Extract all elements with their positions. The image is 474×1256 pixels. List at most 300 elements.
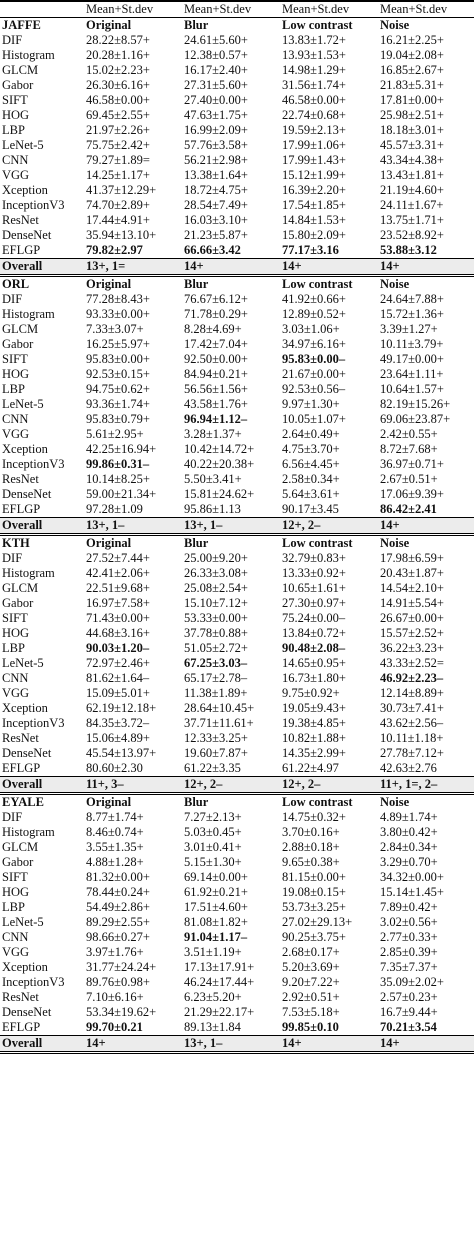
value-cell-noise: 2.57±0.23+ xyxy=(380,990,438,1004)
value-cell-noise: 13.43±1.81+ xyxy=(380,168,444,182)
value-cell-low-contrast: 46.58±0.00+ xyxy=(282,93,346,107)
table-row xyxy=(0,367,474,382)
value-cell-low-contrast: 14.65±0.95+ xyxy=(282,656,346,670)
method-name: EFLGP xyxy=(2,761,41,775)
value-cell-low-contrast: 14.35±2.99+ xyxy=(282,746,346,760)
value-cell-low-contrast: 2.92±0.51+ xyxy=(282,990,340,1004)
table-row xyxy=(0,292,474,307)
table-row xyxy=(0,33,474,48)
value-cell-noise: 10.64±1.57+ xyxy=(380,382,444,396)
value-cell-blur: 19.60±7.87+ xyxy=(184,746,248,760)
value-cell-low-contrast: 22.74±0.68+ xyxy=(282,108,346,122)
value-cell-low-contrast: 32.79±0.83+ xyxy=(282,551,346,565)
method-name: SIFT xyxy=(2,870,28,884)
value-cell-low-contrast: 12.89±0.52+ xyxy=(282,307,346,321)
method-name: CNN xyxy=(2,671,29,685)
value-cell-blur: 16.17±2.40+ xyxy=(184,63,248,77)
table-row xyxy=(0,243,474,259)
value-cell-noise: 2.67±0.51+ xyxy=(380,472,438,486)
method-name: CNN xyxy=(2,412,29,426)
value-cell-low-contrast: 53.73±3.25+ xyxy=(282,900,346,914)
value-cell-blur: 53.33±0.00+ xyxy=(184,611,248,625)
value-cell-low-contrast: 2.88±0.18+ xyxy=(282,840,340,854)
method-name: LBP xyxy=(2,641,25,655)
value-cell-original: 62.19±12.18+ xyxy=(86,701,157,715)
method-name: LBP xyxy=(2,123,25,137)
condition-header-blur: Blur xyxy=(184,18,209,32)
table-row xyxy=(0,213,474,228)
method-name: EFLGP xyxy=(2,243,41,257)
value-cell-blur: 51.05±2.72+ xyxy=(184,641,248,655)
value-cell-noise: 49.17±0.00+ xyxy=(380,352,444,366)
value-cell-original: 77.28±8.43+ xyxy=(86,292,150,306)
method-name: EFLGP xyxy=(2,1020,41,1034)
method-name: ResNet xyxy=(2,472,39,486)
value-cell-low-contrast: 15.12±1.99+ xyxy=(282,168,346,182)
method-name: LBP xyxy=(2,900,25,914)
table-row xyxy=(0,716,474,731)
value-cell-blur: 13.38±1.64+ xyxy=(184,168,248,182)
value-cell-original: 99.86±0.31– xyxy=(86,457,150,471)
method-name: CNN xyxy=(2,153,29,167)
method-name: Histogram xyxy=(2,48,55,62)
value-cell-blur: 12.33±3.25+ xyxy=(184,731,248,745)
value-cell-original: 75.75±2.42+ xyxy=(86,138,150,152)
condition-header-noise: Noise xyxy=(378,794,474,811)
value-cell-low-contrast: 81.15±0.00+ xyxy=(282,870,346,884)
value-cell-blur: 43.58±1.76+ xyxy=(184,397,248,411)
value-cell-original: 46.58±0.00+ xyxy=(86,93,150,107)
overall-cell-original: 11+, 3– xyxy=(84,777,182,794)
table-row xyxy=(0,581,474,596)
value-cell-blur: 37.78±0.88+ xyxy=(184,626,248,640)
table-row xyxy=(0,1005,474,1020)
method-name: Xception xyxy=(2,183,48,197)
value-cell-blur: 56.56±1.56+ xyxy=(184,382,248,396)
value-cell-low-contrast: 15.80±2.09+ xyxy=(282,228,346,242)
value-cell-low-contrast: 13.93±1.53+ xyxy=(282,48,346,62)
condition-header-noise: Noise xyxy=(378,535,474,552)
overall-cell-blur: 13+, 1– xyxy=(182,1036,280,1053)
value-cell-original: 94.75±0.62+ xyxy=(86,382,150,396)
table-row xyxy=(0,168,474,183)
value-cell-noise: 8.72±7.68+ xyxy=(380,442,438,456)
value-cell-noise: 16.21±2.25+ xyxy=(380,33,444,47)
value-cell-low-contrast: 31.56±1.74+ xyxy=(282,78,346,92)
value-cell-low-contrast: 13.33±0.92+ xyxy=(282,566,346,580)
table-row xyxy=(0,551,474,566)
value-cell-low-contrast: 90.48±2.08– xyxy=(282,641,346,655)
value-cell-original: 78.44±0.24+ xyxy=(86,885,150,899)
method-name: InceptionV3 xyxy=(2,457,65,471)
value-cell-low-contrast: 16.39±2.20+ xyxy=(282,183,346,197)
value-cell-original: 8.46±0.74+ xyxy=(86,825,144,839)
value-cell-low-contrast: 41.92±0.66+ xyxy=(282,292,346,306)
value-cell-low-contrast: 3.70±0.16+ xyxy=(282,825,340,839)
value-cell-original: 41.37±12.29+ xyxy=(86,183,157,197)
overall-cell-low-contrast: 12+, 2– xyxy=(280,518,378,535)
value-cell-noise: 46.92±2.23– xyxy=(380,671,444,685)
dataset-header-row xyxy=(0,794,474,811)
dataset-name: JAFFE xyxy=(2,18,41,32)
value-cell-blur: 27.40±0.00+ xyxy=(184,93,248,107)
value-cell-blur: 3.01±0.41+ xyxy=(184,840,242,854)
table-row xyxy=(0,825,474,840)
value-cell-noise: 53.88±3.12 xyxy=(380,243,437,257)
value-cell-noise: 2.42±0.55+ xyxy=(380,427,438,441)
value-cell-original: 93.33±0.00+ xyxy=(86,307,150,321)
value-cell-original: 16.97±7.58+ xyxy=(86,596,150,610)
value-cell-low-contrast: 27.30±0.97+ xyxy=(282,596,346,610)
value-cell-blur: 15.10±7.12+ xyxy=(184,596,248,610)
method-name: DIF xyxy=(2,810,23,824)
table-row xyxy=(0,746,474,761)
table-row xyxy=(0,198,474,213)
value-cell-blur: 28.54±7.49+ xyxy=(184,198,248,212)
method-name: HOG xyxy=(2,626,30,640)
condition-header-low-contrast: Low contrast xyxy=(280,276,378,293)
value-cell-low-contrast: 14.75±0.32+ xyxy=(282,810,346,824)
table-row xyxy=(0,596,474,611)
method-name: GLCM xyxy=(2,581,39,595)
value-cell-original: 26.30±6.16+ xyxy=(86,78,150,92)
overall-cell-noise: 11+, 1=, 2– xyxy=(378,777,474,794)
table-row xyxy=(0,761,474,777)
column-header-row xyxy=(0,1,474,18)
value-cell-noise: 70.21±3.54 xyxy=(380,1020,437,1034)
method-name: VGG xyxy=(2,945,30,959)
method-name: VGG xyxy=(2,686,30,700)
value-cell-blur: 76.67±6.12+ xyxy=(184,292,248,306)
table-row xyxy=(0,412,474,427)
value-cell-noise: 16.7±9.44+ xyxy=(380,1005,438,1019)
value-cell-low-contrast: 75.24±0.00– xyxy=(282,611,346,625)
value-cell-original: 20.28±1.16+ xyxy=(86,48,150,62)
method-name: LeNet-5 xyxy=(2,656,44,670)
dataset-header-row xyxy=(0,535,474,552)
table-row xyxy=(0,457,474,472)
table-row xyxy=(0,855,474,870)
column-header-corner xyxy=(0,1,84,18)
table-row xyxy=(0,671,474,686)
value-cell-noise: 2.85±0.39+ xyxy=(380,945,438,959)
dataset-name: ORL xyxy=(0,276,84,293)
overall-label: Overall xyxy=(0,777,84,794)
overall-cell-low-contrast: 12+, 2– xyxy=(280,777,378,794)
value-cell-original: 95.83±0.00+ xyxy=(86,352,150,366)
overall-cell-original: 13+, 1= xyxy=(84,259,182,276)
method-name: Xception xyxy=(2,960,48,974)
value-cell-low-contrast: 13.83±1.72+ xyxy=(282,33,346,47)
table-row xyxy=(0,701,474,716)
condition-header-noise: Noise xyxy=(380,18,410,32)
method-name: Gabor xyxy=(2,596,34,610)
method-name: Histogram xyxy=(2,566,55,580)
value-cell-noise: 17.98±6.59+ xyxy=(380,551,444,565)
method-name: GLCM xyxy=(2,840,39,854)
value-cell-original: 27.52±7.44+ xyxy=(86,551,150,565)
value-cell-original: 95.83±0.79+ xyxy=(86,412,150,426)
method-name: LBP xyxy=(2,382,25,396)
method-name: InceptionV3 xyxy=(2,716,65,730)
column-header-noise: Mean+St.dev xyxy=(378,1,474,18)
value-cell-blur: 16.03±3.10+ xyxy=(184,213,248,227)
value-cell-blur: 61.92±0.21+ xyxy=(184,885,248,899)
value-cell-low-contrast: 3.03±1.06+ xyxy=(282,322,340,336)
value-cell-blur: 67.25±3.03– xyxy=(184,656,248,670)
column-header-low-contrast: Mean+St.dev xyxy=(280,1,378,18)
value-cell-low-contrast: 10.05±1.07+ xyxy=(282,412,346,426)
overall-cell-low-contrast: 14+ xyxy=(280,1036,378,1053)
table-row xyxy=(0,566,474,581)
table-row xyxy=(0,975,474,990)
value-cell-blur: 69.14±0.00+ xyxy=(184,870,248,884)
condition-header-low-contrast: Low contrast xyxy=(282,18,353,32)
table-row xyxy=(0,686,474,701)
value-cell-original: 93.36±1.74+ xyxy=(86,397,150,411)
value-cell-noise: 3.39±1.27+ xyxy=(380,322,438,336)
value-cell-low-contrast: 90.17±3.45 xyxy=(282,502,339,516)
method-name: LeNet-5 xyxy=(2,397,44,411)
method-name: HOG xyxy=(2,367,30,381)
value-cell-noise: 15.57±2.52+ xyxy=(380,626,444,640)
value-cell-noise: 36.22±3.23+ xyxy=(380,641,444,655)
value-cell-low-contrast: 17.99±1.43+ xyxy=(282,153,346,167)
value-cell-low-contrast: 16.73±1.80+ xyxy=(282,671,346,685)
dataset-header-row xyxy=(0,276,474,293)
overall-row xyxy=(0,259,474,276)
value-cell-low-contrast: 14.84±1.53+ xyxy=(282,213,346,227)
value-cell-blur: 6.23±5.20+ xyxy=(184,990,242,1004)
value-cell-original: 69.45±2.55+ xyxy=(86,108,150,122)
overall-cell-original: 14+ xyxy=(84,1036,182,1053)
value-cell-blur: 7.27±2.13+ xyxy=(184,810,242,824)
value-cell-low-contrast: 10.65±1.61+ xyxy=(282,581,346,595)
method-name: Gabor xyxy=(2,78,34,92)
value-cell-low-contrast: 5.20±3.69+ xyxy=(282,960,340,974)
overall-cell-noise: 14+ xyxy=(378,1036,474,1053)
table-row xyxy=(0,183,474,198)
value-cell-original: 72.97±2.46+ xyxy=(86,656,150,670)
value-cell-original: 97.28±1.09 xyxy=(86,502,143,516)
overall-row xyxy=(0,1036,474,1053)
table-row xyxy=(0,960,474,975)
value-cell-noise: 43.62±2.56– xyxy=(380,716,444,730)
value-cell-noise: 10.11±3.79+ xyxy=(380,337,444,351)
value-cell-blur: 57.76±3.58+ xyxy=(184,138,248,152)
value-cell-original: 79.82±2.97 xyxy=(86,243,143,257)
method-name: DIF xyxy=(2,551,23,565)
value-cell-low-contrast: 21.67±0.00+ xyxy=(282,367,346,381)
value-cell-noise: 43.33±2.52= xyxy=(380,656,444,670)
value-cell-low-contrast: 34.97±6.16+ xyxy=(282,337,346,351)
value-cell-original: 74.70±2.89+ xyxy=(86,198,150,212)
table-row xyxy=(0,641,474,656)
table-row xyxy=(0,153,474,168)
value-cell-low-contrast: 77.17±3.16 xyxy=(282,243,339,257)
table-row xyxy=(0,611,474,626)
table-row xyxy=(0,1020,474,1036)
value-cell-noise: 26.67±0.00+ xyxy=(380,611,444,625)
value-cell-original: 89.29±2.55+ xyxy=(86,915,150,929)
method-name: InceptionV3 xyxy=(2,198,65,212)
value-cell-blur: 84.94±0.21+ xyxy=(184,367,248,381)
table-row xyxy=(0,337,474,352)
method-name: LeNet-5 xyxy=(2,915,44,929)
value-cell-blur: 24.61±5.60+ xyxy=(184,33,248,47)
overall-cell-noise: 14+ xyxy=(378,518,474,535)
table-row xyxy=(0,307,474,322)
overall-cell-blur: 13+, 1– xyxy=(182,518,280,535)
value-cell-original: 99.70±0.21 xyxy=(86,1020,143,1034)
value-cell-low-contrast: 19.38±4.85+ xyxy=(282,716,346,730)
condition-header-low-contrast: Low contrast xyxy=(280,535,378,552)
value-cell-noise: 15.14±1.45+ xyxy=(380,885,444,899)
value-cell-blur: 92.50±0.00+ xyxy=(184,352,248,366)
value-cell-blur: 40.22±20.38+ xyxy=(184,457,255,471)
value-cell-low-contrast: 6.56±4.45+ xyxy=(282,457,340,471)
value-cell-noise: 4.89±1.74+ xyxy=(380,810,438,824)
value-cell-original: 15.09±5.01+ xyxy=(86,686,150,700)
table-row xyxy=(0,472,474,487)
value-cell-original: 31.77±24.24+ xyxy=(86,960,157,974)
value-cell-blur: 96.94±1.12– xyxy=(184,412,248,426)
table-row xyxy=(0,78,474,93)
value-cell-original: 14.25±1.17+ xyxy=(86,168,150,182)
table-row xyxy=(0,442,474,457)
value-cell-original: 22.51±9.68+ xyxy=(86,581,150,595)
column-header-blur: Mean+St.dev xyxy=(182,1,280,18)
value-cell-original: 3.97±1.76+ xyxy=(86,945,144,959)
value-cell-blur: 95.86±1.13 xyxy=(184,502,241,516)
value-cell-blur: 28.64±10.45+ xyxy=(184,701,255,715)
method-name: VGG xyxy=(2,427,30,441)
value-cell-low-contrast: 19.05±9.43+ xyxy=(282,701,346,715)
table-row xyxy=(0,656,474,671)
value-cell-blur: 17.13±17.91+ xyxy=(184,960,255,974)
value-cell-blur: 46.24±17.44+ xyxy=(184,975,255,989)
value-cell-low-contrast: 9.65±0.38+ xyxy=(282,855,340,869)
value-cell-blur: 89.13±1.84 xyxy=(184,1020,241,1034)
value-cell-original: 42.25±16.94+ xyxy=(86,442,157,456)
results-table-body xyxy=(0,1,474,1053)
value-cell-noise: 17.81±0.00+ xyxy=(380,93,444,107)
table-row xyxy=(0,352,474,367)
value-cell-noise: 86.42±2.41 xyxy=(380,502,437,516)
value-cell-low-contrast: 90.25±3.75+ xyxy=(282,930,346,944)
overall-label: Overall xyxy=(0,1036,84,1053)
method-name: DenseNet xyxy=(2,228,52,242)
method-name: DenseNet xyxy=(2,1005,52,1019)
value-cell-low-contrast: 2.68±0.17+ xyxy=(282,945,340,959)
value-cell-noise: 36.97±0.71+ xyxy=(380,457,444,471)
value-cell-blur: 47.63±1.75+ xyxy=(184,108,248,122)
overall-cell-blur: 12+, 2– xyxy=(182,777,280,794)
value-cell-blur: 17.42±7.04+ xyxy=(184,337,248,351)
value-cell-blur: 3.51±1.19+ xyxy=(184,945,242,959)
value-cell-low-contrast: 27.02±29.13+ xyxy=(282,915,353,929)
table-row xyxy=(0,382,474,397)
value-cell-original: 5.61±2.95+ xyxy=(86,427,144,441)
value-cell-original: 10.14±8.25+ xyxy=(86,472,150,486)
condition-header-original: Original xyxy=(84,794,182,811)
value-cell-noise: 23.52±8.92+ xyxy=(380,228,444,242)
table-row xyxy=(0,487,474,502)
value-cell-noise: 82.19±15.26+ xyxy=(380,397,451,411)
method-name: EFLGP xyxy=(2,502,41,516)
table-row xyxy=(0,945,474,960)
method-name: SIFT xyxy=(2,93,28,107)
value-cell-blur: 65.17±2.78– xyxy=(184,671,248,685)
value-cell-noise: 16.85±2.67+ xyxy=(380,63,444,77)
value-cell-blur: 18.72±4.75+ xyxy=(184,183,248,197)
value-cell-blur: 61.22±3.35 xyxy=(184,761,241,775)
value-cell-low-contrast: 9.75±0.92+ xyxy=(282,686,340,700)
value-cell-blur: 27.31±5.60+ xyxy=(184,78,248,92)
overall-row xyxy=(0,777,474,794)
method-name: GLCM xyxy=(2,322,39,336)
value-cell-noise: 69.06±23.87+ xyxy=(380,412,451,426)
value-cell-noise: 43.34±4.38+ xyxy=(380,153,444,167)
value-cell-blur: 25.00±9.20+ xyxy=(184,551,248,565)
value-cell-original: 28.22±8.57+ xyxy=(86,33,150,47)
value-cell-noise: 27.78±7.12+ xyxy=(380,746,444,760)
value-cell-blur: 12.38±0.57+ xyxy=(184,48,248,62)
value-cell-original: 15.06±4.89+ xyxy=(86,731,150,745)
value-cell-low-contrast: 2.58±0.34+ xyxy=(282,472,340,486)
value-cell-noise: 35.09±2.02+ xyxy=(380,975,444,989)
method-name: ResNet xyxy=(2,990,39,1004)
condition-header-original: Original xyxy=(84,535,182,552)
value-cell-low-contrast: 7.53±5.18+ xyxy=(282,1005,340,1019)
value-cell-blur: 10.42±14.72+ xyxy=(184,442,255,456)
value-cell-noise: 20.43±1.87+ xyxy=(380,566,444,580)
value-cell-noise: 24.11±1.67+ xyxy=(380,198,444,212)
value-cell-noise: 3.80±0.42+ xyxy=(380,825,438,839)
value-cell-original: 79.27±1.89= xyxy=(86,153,150,167)
value-cell-low-contrast: 19.08±0.15+ xyxy=(282,885,346,899)
dataset-name: KTH xyxy=(0,535,84,552)
method-name: DIF xyxy=(2,33,23,47)
value-cell-blur: 21.29±22.17+ xyxy=(184,1005,255,1019)
value-cell-blur: 26.33±3.08+ xyxy=(184,566,248,580)
value-cell-original: 7.33±3.07+ xyxy=(86,322,144,336)
overall-cell-blur: 14+ xyxy=(182,259,280,276)
overall-label: Overall xyxy=(0,518,84,535)
value-cell-blur: 66.66±3.42 xyxy=(184,243,241,257)
value-cell-low-contrast: 99.85±0.10 xyxy=(282,1020,339,1034)
value-cell-original: 54.49±2.86+ xyxy=(86,900,150,914)
condition-header-original: Original xyxy=(84,276,182,293)
value-cell-original: 45.54±13.97+ xyxy=(86,746,157,760)
table-row xyxy=(0,626,474,641)
overall-row xyxy=(0,518,474,535)
value-cell-original: 35.94±13.10+ xyxy=(86,228,157,242)
table-row xyxy=(0,731,474,746)
value-cell-noise: 10.11±1.18+ xyxy=(380,731,444,745)
method-name: GLCM xyxy=(2,63,39,77)
method-name: DenseNet xyxy=(2,487,52,501)
value-cell-noise: 2.84±0.34+ xyxy=(380,840,438,854)
value-cell-low-contrast: 10.82±1.88+ xyxy=(282,731,346,745)
condition-header-blur: Blur xyxy=(182,276,280,293)
value-cell-noise: 30.73±7.41+ xyxy=(380,701,444,715)
value-cell-low-contrast: 4.75±3.70+ xyxy=(282,442,340,456)
overall-label: Overall xyxy=(0,259,84,276)
value-cell-original: 92.53±0.15+ xyxy=(86,367,150,381)
method-name: ResNet xyxy=(2,731,39,745)
value-cell-low-contrast: 9.20±7.22+ xyxy=(282,975,340,989)
